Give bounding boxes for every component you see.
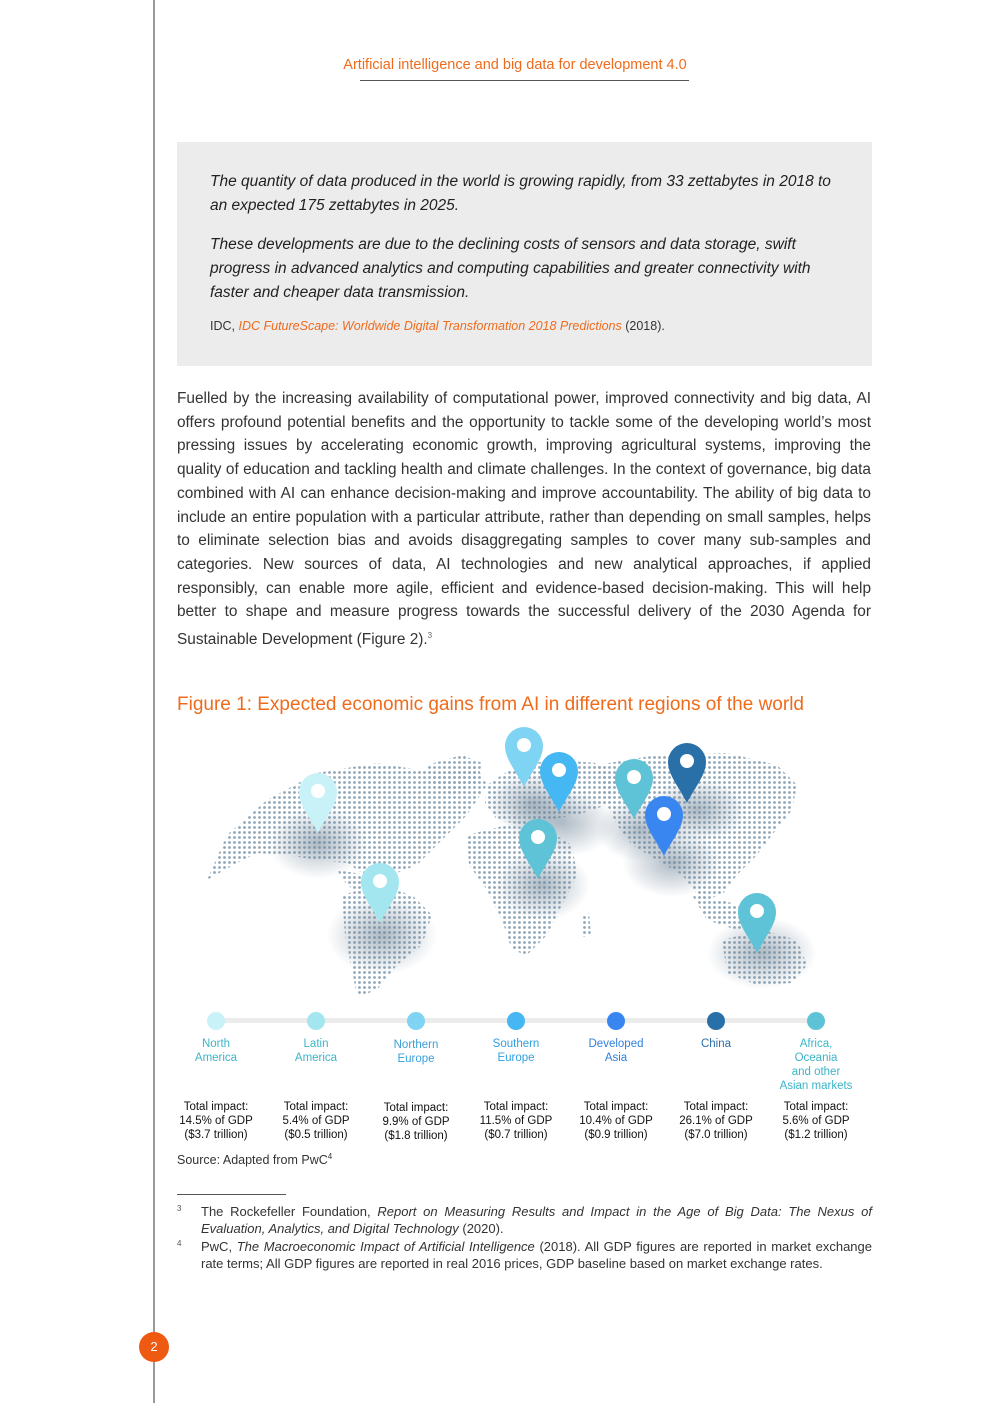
footnote-3 (201, 1203, 872, 1237)
region-name: Developed Asia (588, 1038, 644, 1064)
region-impact: Total impact: 9.9% of GDP ($1.8 trillion) (382, 1102, 450, 1142)
figure-title: Figure 1: Expected economic gains from AI in different regions of the world (177, 694, 804, 715)
region-dot (707, 1012, 725, 1030)
footnote-4-pre: PwC, (201, 1239, 237, 1254)
quote-box (177, 142, 872, 366)
region-impact: Total impact: 5.4% of GDP ($0.5 trillion) (282, 1101, 350, 1141)
region-name: China (700, 1038, 732, 1050)
region-dot (807, 1012, 825, 1030)
footnote-3-title: Report on Measuring Results and Impact in the Age of Big Data: The Nexus of Evaluation, Analytics, and Digital Technology (201, 1204, 872, 1236)
region-impact: Total impact: 26.1% of GDP ($7.0 trillion) (679, 1101, 753, 1141)
region-dot (207, 1012, 225, 1030)
quote-paragraph-1: The quantity of data produced in the world is growing rapidly, from 33 zettabytes in 2018 to an expected 175 zettabytes in 2025. (210, 173, 831, 214)
page-number: 2 (139, 1332, 169, 1362)
world-map (177, 725, 871, 1010)
region-dot (607, 1012, 625, 1030)
region-name: Latin America (294, 1038, 338, 1064)
region-dot (407, 1012, 425, 1030)
body-paragraph-text: Fuelled by the increasing availability of computational power, improved connectivity and big data, AI offers profound potential benefits and the opportunity to tackle some of the developing world’s most pressing issues by accelerating economic growth, improving agricultural systems, improving the quality of education and tackling health and climate challenges. In the context of governance, big data combined with AI can enhance decision-making and improve accountability. The ability of big data to include an entire population with a particular attribute, rather than depending on small samples, helps to eliminate selection bias and avoids disaggregating samples to cover many sub-samples and categories. New sources of data, AI technologies and new analytical approaches, if applied responsibly, can enable more agile, efficient and evidence-based decision-making. This will help better to shape and measure progress towards the successful delivery of the 2030 Agenda for Sustainable Development (Figure 2). (177, 390, 871, 649)
quote-source (210, 319, 665, 333)
continent-madagascar (582, 913, 591, 937)
footnote-3-post: (2020). (458, 1221, 504, 1236)
region-impact: Total impact: 5.6% of GDP ($1.2 trillion) (782, 1101, 850, 1141)
footnote-4-post: (2018). All GDP figures are reported in market exchange rate terms; All GDP figures are reported in real 2016 prices, GDP baseline based on market exchange rates. (201, 1239, 872, 1271)
region-name: Africa, Oceania and other Asian markets (779, 1038, 853, 1092)
region-dot (507, 1012, 525, 1030)
footnote-ref-3[interactable]: 3 (427, 631, 433, 641)
region-dot (307, 1012, 325, 1030)
header-rule (360, 80, 689, 81)
quote-source-suffix: (2018). (621, 319, 665, 333)
footnote-4-title: The Macroeconomic Impact of Artificial Intelligence (236, 1239, 535, 1254)
body-paragraph (177, 387, 871, 652)
page-margin-line (153, 0, 155, 1403)
region-name: Northern Europe (393, 1039, 439, 1065)
footnote-3-pre: The Rockefeller Foundation, (201, 1204, 378, 1219)
region-impact: Total impact: 10.4% of GDP ($0.9 trillion) (579, 1101, 653, 1141)
region-name: Southern Europe (492, 1038, 540, 1064)
region-name: North America (194, 1038, 238, 1064)
figure-source-text: Source: Adapted from PwC (177, 1153, 328, 1168)
footnote-4-number: 4 (177, 1239, 182, 1248)
footnote-ref-4[interactable]: 4 (327, 1152, 333, 1161)
quote-source-prefix: IDC, (210, 319, 239, 333)
quote-source-link[interactable]: IDC FutureScape: Worldwide Digital Transformation 2018 Predictions (238, 319, 622, 333)
footnote-3-number: 3 (177, 1204, 182, 1213)
quote-paragraph-2: These developments are due to the declining costs of sensors and data storage, swift progress in advanced analytics and computing capabilities and greater connectivity with faster and cheaper data transmission. (210, 236, 811, 301)
region-impact: Total impact: 11.5% of GDP ($0.7 trillion) (479, 1101, 553, 1141)
footnote-4 (201, 1238, 872, 1272)
region-impact: Total impact: 14.5% of GDP ($3.7 trillion) (179, 1101, 253, 1141)
footnote-rule (177, 1194, 286, 1195)
running-header: Artificial intelligence and big data for development 4.0 (343, 57, 687, 73)
figure-source (177, 1152, 332, 1167)
